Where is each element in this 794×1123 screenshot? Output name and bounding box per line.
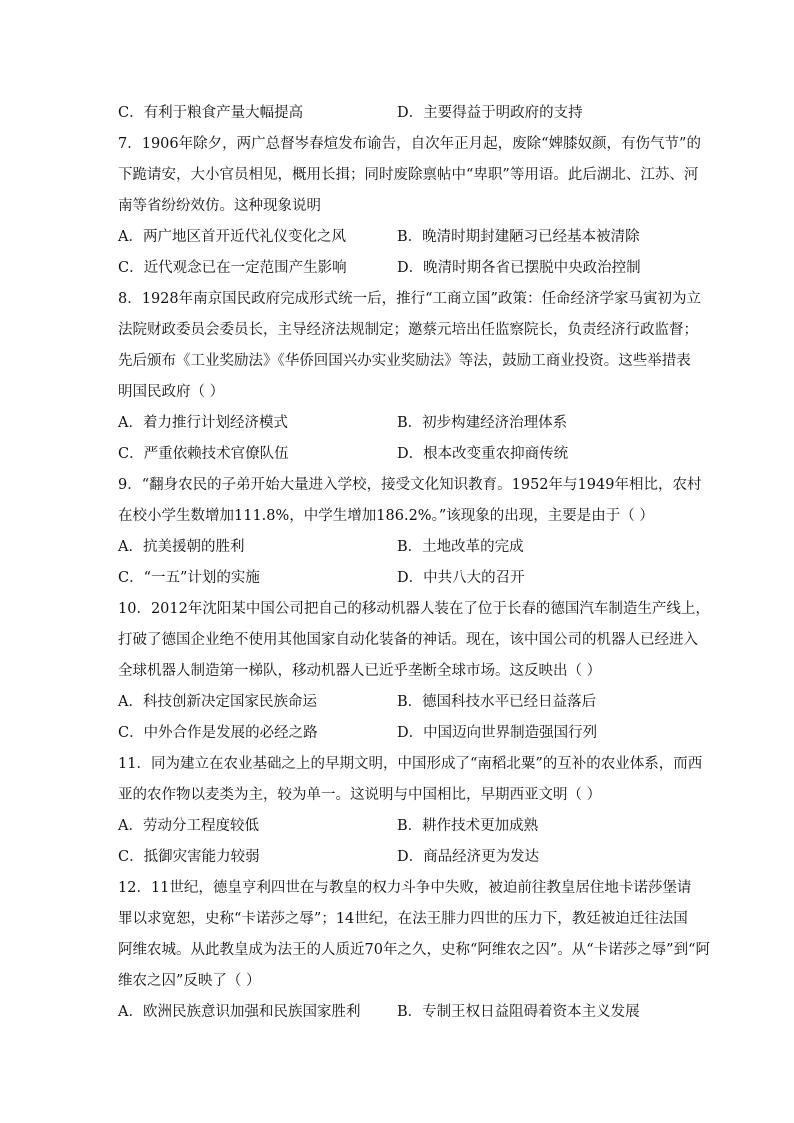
question-9-stem-line-2: 在校小学生数增加111.8%，中学生增加186.2%。”该现象的出现，主要是由于（ ） bbox=[118, 508, 654, 524]
question-7-stem-line-3: 南等省纷纷效仿。这种现象说明 bbox=[118, 198, 321, 214]
question-9-stem-line-1: 9．“翻身农民的子弟开始大量进入学校，接受文化知识教育。1952年与1949年相比，农村 bbox=[118, 477, 702, 493]
question-11-stem-line-2: 亚的农作物以麦类为主，较为单一。这说明与中国相比，早期西亚文明（ ） bbox=[118, 787, 602, 803]
option-d: D．主要得益于明政府的支持 bbox=[397, 105, 583, 121]
question-9-option-a: A．抗美援朝的胜利 bbox=[118, 539, 245, 555]
question-10-option-c: C．中外合作是发展的必经之路 bbox=[118, 725, 318, 741]
question-12-option-a: A．欧洲民族意识加强和民族国家胜利 bbox=[118, 1004, 361, 1020]
question-7-option-a: A．两广地区首开近代礼仪变化之风 bbox=[118, 229, 346, 245]
question-12-option-b: B．专制王权日益阻碍着资本主义发展 bbox=[397, 1004, 640, 1020]
question-10-option-a: A．科技创新决定国家民族命运 bbox=[118, 694, 317, 710]
question-9-option-b: B．土地改革的完成 bbox=[397, 539, 524, 555]
question-11-option-d: D．商品经济更为发达 bbox=[397, 849, 540, 865]
question-10-stem-line-2: 打破了德国企业绝不使用其他国家自动化装备的神话。现在，该中国公司的机器人已经进入 bbox=[118, 632, 698, 648]
question-12-stem-line-4: 维农之囚”反映了（ ） bbox=[118, 973, 261, 989]
question-8-stem-line-4: 明国民政府（ ） bbox=[118, 384, 225, 400]
option-c: C．有利于粮食产量大幅提高 bbox=[118, 105, 304, 121]
question-10-stem-line-1: 10．2012年沈阳某中国公司把自己的移动机器人装在了位于长春的德国汽车制造生产线上， bbox=[118, 601, 710, 617]
question-8-option-c: C．严重依赖技术官僚队伍 bbox=[118, 446, 289, 462]
question-7-option-b: B．晚清时期封建陋习已经基本被清除 bbox=[397, 229, 640, 245]
question-11-option-c: C．抵御灾害能力较弱 bbox=[118, 849, 260, 865]
question-9-option-c: C．“一五”计划的实施 bbox=[118, 570, 260, 586]
question-8-stem-line-1: 8．1928年南京国民政府完成形式统一后，推行“工商立国”政策：任命经济学家马寅初为立 bbox=[118, 291, 701, 307]
question-7-stem-line-1: 7．1906年除夕，两广总督岑春煊发布谕告，自次年正月起，废除“婢膝奴颜，有伤气节”的 bbox=[118, 136, 701, 152]
question-8-option-a: A．着力推行计划经济模式 bbox=[118, 415, 288, 431]
question-7-option-d: D．晚清时期各省已摆脱中央政治控制 bbox=[397, 260, 641, 276]
question-8-option-d: D．根本改变重农抑商传统 bbox=[397, 446, 569, 462]
question-8-option-b: B．初步构建经济治理体系 bbox=[397, 415, 568, 431]
question-11-stem-line-1: 11．同为建立在农业基础之上的早期文明，中国形成了“南稻北粟”的互补的农业体系，而西 bbox=[118, 756, 703, 772]
question-10-stem-line-3: 全球机器人制造第一梯队，移动机器人已近乎垄断全球市场。这反映出（ ） bbox=[118, 663, 602, 679]
question-12-stem-line-1: 12．11世纪，德皇亨利四世在与教皇的权力斗争中失败，被迫前往教皇居住地卡诺莎堡请 bbox=[118, 880, 692, 896]
question-9-option-d: D．中共八大的召开 bbox=[397, 570, 525, 586]
question-11-option-a: A．劳动分工程度较低 bbox=[118, 818, 259, 834]
question-8-stem-line-2: 法院财政委员会委员长，主导经济法规制定；邀蔡元培出任监察院长，负责经济行政监督； bbox=[118, 322, 698, 338]
question-10-option-b: B．德国科技水平已经日益落后 bbox=[397, 694, 597, 710]
question-8-stem-line-3: 先后颁布《工业奖励法》《华侨回国兴办实业奖励法》等法，鼓励工商业投资。这些举措表 bbox=[118, 353, 691, 369]
question-7-option-c: C．近代观念已在一定范围产生影响 bbox=[118, 260, 347, 276]
question-11-option-b: B．耕作技术更加成熟 bbox=[397, 818, 539, 834]
question-12-stem-line-2: 罪以求宽恕，史称“卡诺莎之辱”；14世纪，在法王腓力四世的压力下，教廷被迫迁往法国 bbox=[118, 911, 688, 927]
question-10-option-d: D．中国迈向世界制造强国行列 bbox=[397, 725, 598, 741]
question-12-stem-line-3: 阿维农城。从此教皇成为法王的人质近70年之久，史称“阿维农之囚”。从“卡诺莎之辱”到“阿 bbox=[118, 942, 711, 958]
question-7-stem-line-2: 下跪请安，大小官员相见，概用长揖；同时废除禀帖中“卑职”等用语。此后湖北、江苏、河 bbox=[118, 167, 699, 183]
